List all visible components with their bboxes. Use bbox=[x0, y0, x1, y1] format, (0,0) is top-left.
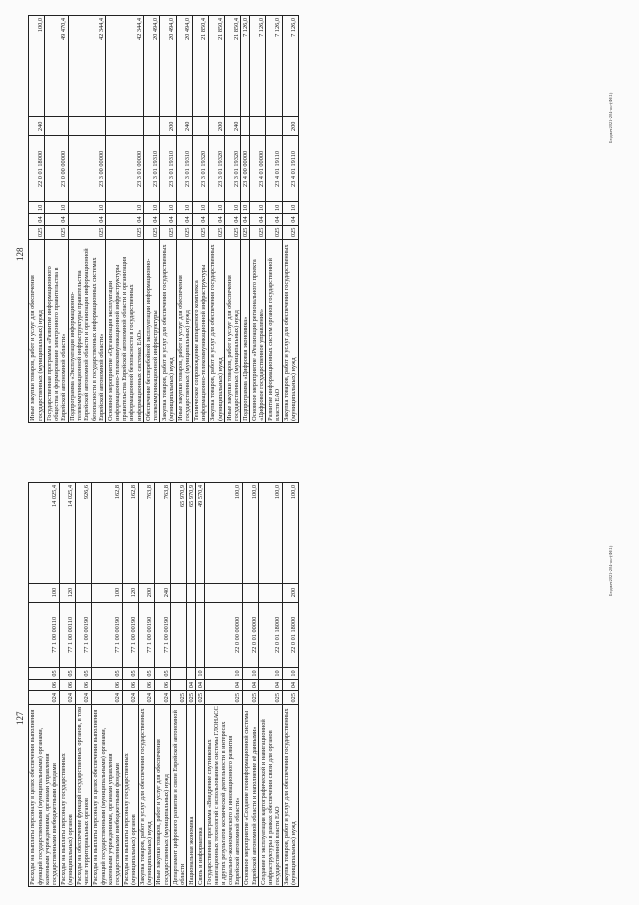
row-name: Расходы на выплаты персоналу в целях обеспечения выполнения функций государственными (муниципальными) органами, казенными учреждениями, органами управления государственными внебюджетными фондами bbox=[29, 705, 60, 887]
row-amount: 7 126,0 bbox=[250, 16, 266, 117]
row-amount: 100,0 bbox=[29, 16, 45, 117]
row-expense-type-code: 200 bbox=[208, 117, 224, 136]
row-name: Обеспечение бесперебойной эксплуатации информационно-телекоммуникационной инфраструктуры bbox=[144, 239, 160, 422]
row-subsection-code: 10 bbox=[29, 202, 45, 214]
row-grbs-code: 025 bbox=[259, 691, 282, 705]
row-subsection-code: 10 bbox=[241, 202, 250, 214]
row-subsection-code: 10 bbox=[243, 668, 259, 680]
row-grbs-code: 025 bbox=[241, 225, 250, 239]
row-grbs-code: 025 bbox=[106, 225, 144, 239]
table-row bbox=[138, 483, 154, 887]
row-amount: 21 850,4 bbox=[192, 16, 208, 117]
row-section-code: 04 bbox=[68, 214, 106, 226]
budget-table bbox=[28, 482, 299, 887]
row-expense-type-code: 100 bbox=[29, 583, 60, 602]
row-section-code: 04 bbox=[192, 214, 208, 226]
row-name: Развитие информационных систем органов государственной власти ЕАО bbox=[266, 239, 282, 422]
table-row bbox=[205, 483, 243, 887]
row-amount: 763,8 bbox=[154, 483, 170, 584]
row-amount: 100,0 bbox=[243, 483, 259, 584]
row-section-code: 06 bbox=[154, 679, 170, 691]
row-amount: 49 470,4 bbox=[45, 16, 68, 117]
table-row bbox=[59, 483, 75, 887]
row-section-code: 04 bbox=[176, 214, 192, 226]
row-section-code: 06 bbox=[91, 679, 122, 691]
row-name: Национальная экономика bbox=[187, 705, 196, 887]
row-grbs-code: 025 bbox=[160, 225, 176, 239]
table-row bbox=[29, 16, 45, 423]
table-row bbox=[243, 483, 259, 887]
row-grbs-code: 025 bbox=[176, 225, 192, 239]
table-row bbox=[266, 16, 282, 423]
row-target-article-code: 23 3 01 19310 bbox=[144, 136, 160, 202]
table-row bbox=[208, 16, 224, 423]
row-amount: 65 970,9 bbox=[187, 483, 196, 584]
table-row bbox=[75, 483, 91, 887]
row-target-article-code: 77 1 00 00110 bbox=[59, 602, 75, 668]
row-name: Основное мероприятие «Организация эксплуатации информационно-телекоммуникационной инфраструктуры правительства Еврейской автономной области и организация информационной безопасности в государственных информационных системах ЕАО» bbox=[106, 239, 144, 422]
row-section-code: 04 bbox=[45, 214, 68, 226]
row-target-article-code bbox=[187, 602, 196, 668]
row-amount: 65 970,9 bbox=[171, 483, 187, 584]
table-row bbox=[91, 483, 122, 887]
row-amount: 20 494,0 bbox=[144, 16, 160, 117]
row-name: Расходы на выплаты персоналу государственных (муниципальных) органов bbox=[59, 705, 75, 887]
row-expense-type-code bbox=[45, 117, 68, 136]
row-subsection-code: 10 bbox=[45, 202, 68, 214]
row-grbs-code: 024 bbox=[122, 691, 138, 705]
row-amount: 42 344,4 bbox=[68, 16, 106, 117]
row-grbs-code: 025 bbox=[196, 691, 205, 705]
row-grbs-code: 025 bbox=[243, 691, 259, 705]
table-row bbox=[259, 483, 282, 887]
row-target-article-code bbox=[196, 602, 205, 668]
row-subsection-code: 10 bbox=[192, 202, 208, 214]
row-grbs-code: 024 bbox=[154, 691, 170, 705]
row-name: Расходы на выплаты персоналу государственных (муниципальных) органов bbox=[122, 705, 138, 887]
row-subsection-code: 10 bbox=[176, 202, 192, 214]
row-section-code: 04 bbox=[144, 214, 160, 226]
row-subsection-code: 05 bbox=[122, 668, 138, 680]
row-grbs-code: 025 bbox=[29, 225, 45, 239]
row-section-code: 06 bbox=[75, 679, 91, 691]
table-row bbox=[225, 16, 241, 423]
row-section-code: 04 bbox=[225, 214, 241, 226]
row-target-article-code bbox=[171, 602, 187, 668]
page-footer: Бюджет2021-204-нн-(ФЕ1) bbox=[608, 545, 613, 596]
row-subsection-code: 10 bbox=[68, 202, 106, 214]
row-subsection-code: 05 bbox=[75, 668, 91, 680]
row-section-code: 04 bbox=[29, 214, 45, 226]
row-amount: 100,0 bbox=[205, 483, 243, 584]
row-grbs-code: 025 bbox=[266, 225, 282, 239]
row-amount: 49 570,4 bbox=[196, 483, 205, 584]
row-grbs-code: 025 bbox=[225, 225, 241, 239]
row-subsection-code: 10 bbox=[106, 202, 144, 214]
row-subsection-code: 10 bbox=[205, 668, 243, 680]
row-expense-type-code bbox=[187, 583, 196, 602]
row-amount: 100,0 bbox=[282, 483, 298, 584]
row-expense-type-code: 200 bbox=[282, 117, 298, 136]
row-amount: 926,6 bbox=[75, 483, 91, 584]
row-subsection-code: 10 bbox=[196, 668, 205, 680]
row-subsection-code: 10 bbox=[225, 202, 241, 214]
row-target-article-code: 23 3 01 19310 bbox=[176, 136, 192, 202]
row-expense-type-code bbox=[243, 583, 259, 602]
row-subsection-code: 10 bbox=[266, 202, 282, 214]
row-grbs-code: 025 bbox=[282, 691, 298, 705]
row-amount: 14 025,4 bbox=[29, 483, 60, 584]
row-expense-type-code: 200 bbox=[160, 117, 176, 136]
row-expense-type-code bbox=[241, 117, 250, 136]
row-expense-type-code bbox=[68, 117, 106, 136]
row-name: Закупка товаров, работ и услуг для обеспечения государственных (муниципальных) нужд bbox=[282, 705, 298, 887]
row-grbs-code: 025 bbox=[45, 225, 68, 239]
row-section-code: 04 bbox=[106, 214, 144, 226]
row-target-article-code: 77 1 00 00190 bbox=[154, 602, 170, 668]
row-expense-type-code: 200 bbox=[282, 583, 298, 602]
row-expense-type-code bbox=[196, 583, 205, 602]
row-name: Основное мероприятие «Создание геоинформационной системы Еврейской автономной области и наполнение её данными» bbox=[243, 705, 259, 887]
row-amount: 100,0 bbox=[259, 483, 282, 584]
row-expense-type-code bbox=[75, 583, 91, 602]
row-name: Подпрограмма «Цифровая экономика» bbox=[241, 239, 250, 422]
row-target-article-code: 77 1 00 00110 bbox=[29, 602, 60, 668]
table-row bbox=[282, 483, 298, 887]
row-section-code: 06 bbox=[59, 679, 75, 691]
row-expense-type-code bbox=[171, 583, 187, 602]
row-grbs-code: 025 bbox=[187, 691, 196, 705]
row-amount: 162,8 bbox=[122, 483, 138, 584]
row-target-article-code: 23 3 01 19320 bbox=[208, 136, 224, 202]
table-row bbox=[187, 483, 196, 887]
row-grbs-code: 025 bbox=[250, 225, 266, 239]
row-target-article-code: 23 3 01 19310 bbox=[160, 136, 176, 202]
row-name: Расходы на выплаты персоналу в целях обеспечения выполнения функций государственными (муниципальными) органами, казенными учреждениями, органами управления государственными внебюджетными фондами bbox=[91, 705, 122, 887]
budget-table bbox=[28, 15, 299, 423]
row-target-article-code: 23 4 01 19110 bbox=[266, 136, 282, 202]
row-amount: 14 025,4 bbox=[59, 483, 75, 584]
row-name: Техническое сопровождение аппаратного комплекса информационно-телекоммуникационной инфраструктуры bbox=[192, 239, 208, 422]
row-grbs-code: 025 bbox=[282, 225, 298, 239]
row-name: Расходы на обеспечение функций государственных органов, в том числе территориальных органов bbox=[75, 705, 91, 887]
row-amount: 7 126,0 bbox=[282, 16, 298, 117]
row-name: Закупка товаров, работ и услуг для обеспечения государственных (муниципальных) нужд bbox=[208, 239, 224, 422]
row-expense-type-code: 240 bbox=[154, 583, 170, 602]
table-row bbox=[241, 16, 250, 423]
row-target-article-code: 77 1 00 00190 bbox=[138, 602, 154, 668]
row-section-code: 04 bbox=[243, 679, 259, 691]
row-target-article-code: 22 0 01 18000 bbox=[259, 602, 282, 668]
row-name: Государственная программа «Развитие информационного общества и формирование электронного правительства в Еврейской автономной области» bbox=[45, 239, 68, 422]
row-name: Создание и эксплуатация картографической и навигационной инфраструктуры в рамках обеспечения связи для органов государственной власти ЕАО bbox=[259, 705, 282, 887]
row-target-article-code: 22 0 00 00000 bbox=[205, 602, 243, 668]
table-row bbox=[171, 483, 187, 887]
table-row bbox=[282, 16, 298, 423]
row-target-article-code: 23 4 01 19110 bbox=[282, 136, 298, 202]
row-expense-type-code bbox=[205, 583, 243, 602]
row-name: Иные закупки товаров, работ и услуг для обеспечения государственных (муниципальных) нужд bbox=[176, 239, 192, 422]
row-subsection-code: 05 bbox=[154, 668, 170, 680]
row-expense-type-code bbox=[250, 117, 266, 136]
row-grbs-code: 024 bbox=[29, 691, 60, 705]
row-name: Подпрограмма «Эксплуатация информационно-телекоммуникационной инфраструктуры правительства Еврейской автономной области и организация информационной безопасности в государственных информационных системах Еврейской автономной области» bbox=[68, 239, 106, 422]
row-expense-type-code bbox=[144, 117, 160, 136]
row-section-code: 04 bbox=[266, 214, 282, 226]
row-grbs-code: 024 bbox=[59, 691, 75, 705]
table-row bbox=[144, 16, 160, 423]
row-name: Закупка товаров, работ и услуг для обеспечения государственных (муниципальных) нужд bbox=[160, 239, 176, 422]
row-subsection-code: 05 bbox=[138, 668, 154, 680]
row-expense-type-code bbox=[106, 117, 144, 136]
row-section-code: 04 bbox=[160, 214, 176, 226]
row-name: Иные закупки товаров, работ и услуг для обеспечения государственных (муниципальных) нужд bbox=[225, 239, 241, 422]
row-amount: 21 850,4 bbox=[225, 16, 241, 117]
row-target-article-code: 23 3 01 00000 bbox=[106, 136, 144, 202]
row-subsection-code: 10 bbox=[282, 668, 298, 680]
table-row bbox=[45, 16, 68, 423]
row-name: Департамент цифрового развития и связи Еврейской автономной области bbox=[171, 705, 187, 887]
row-target-article-code: 23 4 01 00000 bbox=[250, 136, 266, 202]
row-section-code: 04 bbox=[208, 214, 224, 226]
row-name: Основное мероприятие «Реализация регионального проекта «Цифровое государственное управление» bbox=[250, 239, 266, 422]
row-grbs-code: 025 bbox=[171, 691, 187, 705]
row-subsection-code bbox=[171, 668, 187, 680]
row-subsection-code: 10 bbox=[282, 202, 298, 214]
row-target-article-code: 22 0 01 18000 bbox=[29, 136, 45, 202]
row-subsection-code bbox=[187, 668, 196, 680]
page-left bbox=[0, 453, 639, 905]
row-expense-type-code bbox=[192, 117, 208, 136]
row-subsection-code: 10 bbox=[259, 668, 282, 680]
row-section-code: 06 bbox=[29, 679, 60, 691]
row-section-code: 04 bbox=[259, 679, 282, 691]
row-expense-type-code: 100 bbox=[91, 583, 122, 602]
row-target-article-code: 23 3 01 19320 bbox=[192, 136, 208, 202]
row-grbs-code: 025 bbox=[205, 691, 243, 705]
row-expense-type-code: 240 bbox=[176, 117, 192, 136]
row-amount: 21 850,4 bbox=[208, 16, 224, 117]
row-amount: 162,8 bbox=[91, 483, 122, 584]
row-target-article-code: 23 4 00 00000 bbox=[241, 136, 250, 202]
row-name: Иные закупки товаров, работ и услуг для обеспечения государственных (муниципальных) нужд bbox=[154, 705, 170, 887]
row-section-code: 06 bbox=[138, 679, 154, 691]
table-row bbox=[68, 16, 106, 423]
row-expense-type-code bbox=[259, 583, 282, 602]
row-section-code: 04 bbox=[282, 679, 298, 691]
budget-table-body bbox=[29, 483, 299, 887]
row-name: Закупка товаров, работ и услуг для обеспечения государственных (муниципальных) нужд bbox=[282, 239, 298, 422]
row-target-article-code: 22 0 01 18000 bbox=[282, 602, 298, 668]
row-section-code: 06 bbox=[122, 679, 138, 691]
row-expense-type-code: 200 bbox=[138, 583, 154, 602]
row-section-code: 04 bbox=[250, 214, 266, 226]
row-grbs-code: 024 bbox=[138, 691, 154, 705]
row-grbs-code: 025 bbox=[192, 225, 208, 239]
row-subsection-code: 05 bbox=[29, 668, 60, 680]
row-expense-type-code: 240 bbox=[29, 117, 45, 136]
row-target-article-code: 23 0 00 00000 bbox=[45, 136, 68, 202]
row-name: Закупка товаров, работ и услуг для обеспечения государственных (муниципальных) нужд bbox=[138, 705, 154, 887]
row-target-article-code: 77 1 00 00190 bbox=[91, 602, 122, 668]
row-subsection-code: 05 bbox=[59, 668, 75, 680]
page-right bbox=[0, 1, 639, 453]
row-subsection-code: 10 bbox=[208, 202, 224, 214]
table-row bbox=[154, 483, 170, 887]
row-subsection-code: 10 bbox=[144, 202, 160, 214]
row-name: Государственная программа «Внедрение спутниковых навигационных технологий с использованием системы ГЛОНАСС и других результатов космической деятельности в интересах социально-экономического и инновационного развития Еврейской автономной области» bbox=[205, 706, 242, 885]
row-grbs-code: 025 bbox=[144, 225, 160, 239]
page-number: 127 bbox=[15, 711, 25, 725]
row-target-article-code: 22 0 01 00000 bbox=[243, 602, 259, 668]
row-grbs-code: 024 bbox=[75, 691, 91, 705]
row-section-code bbox=[171, 679, 187, 691]
row-section-code: 04 bbox=[282, 214, 298, 226]
table-row bbox=[29, 483, 60, 887]
row-target-article-code: 77 1 00 00190 bbox=[122, 602, 138, 668]
row-amount: 20 494,0 bbox=[160, 16, 176, 117]
row-amount: 763,8 bbox=[138, 483, 154, 584]
row-amount: 42 344,4 bbox=[106, 16, 144, 117]
row-section-code: 04 bbox=[241, 214, 250, 226]
page-number: 128 bbox=[15, 247, 25, 261]
row-target-article-code: 23 3 01 19320 bbox=[225, 136, 241, 202]
page-footer: Бюджет2021-204-нн-(ФЕ1) bbox=[608, 92, 613, 143]
row-expense-type-code: 120 bbox=[59, 583, 75, 602]
table-row bbox=[106, 16, 144, 423]
row-expense-type-code bbox=[266, 117, 282, 136]
row-grbs-code: 024 bbox=[91, 691, 122, 705]
row-expense-type-code: 240 bbox=[225, 117, 241, 136]
row-subsection-code: 10 bbox=[250, 202, 266, 214]
row-name: Иные закупки товаров, работ и услуг для обеспечения государственных (муниципальных) нужд bbox=[29, 239, 45, 422]
row-grbs-code: 025 bbox=[208, 225, 224, 239]
table-row bbox=[196, 483, 205, 887]
row-expense-type-code: 120 bbox=[122, 583, 138, 602]
budget-table-body bbox=[29, 16, 299, 423]
row-subsection-code: 05 bbox=[91, 668, 122, 680]
table-row bbox=[192, 16, 208, 423]
row-section-code: 04 bbox=[187, 679, 196, 691]
row-section-code: 04 bbox=[205, 679, 243, 691]
row-name: Связь и информатика bbox=[196, 705, 205, 887]
row-section-code: 04 bbox=[196, 679, 205, 691]
row-grbs-code: 025 bbox=[68, 225, 106, 239]
row-subsection-code: 10 bbox=[160, 202, 176, 214]
row-amount: 7 126,0 bbox=[266, 16, 282, 117]
row-target-article-code: 23 3 00 00000 bbox=[68, 136, 106, 202]
row-target-article-code: 77 1 00 00190 bbox=[75, 602, 91, 668]
table-row bbox=[176, 16, 192, 423]
table-row bbox=[122, 483, 138, 887]
row-amount: 20 494,0 bbox=[176, 16, 192, 117]
table-row bbox=[250, 16, 266, 423]
table-row bbox=[160, 16, 176, 423]
row-amount: 7 126,0 bbox=[241, 16, 250, 117]
